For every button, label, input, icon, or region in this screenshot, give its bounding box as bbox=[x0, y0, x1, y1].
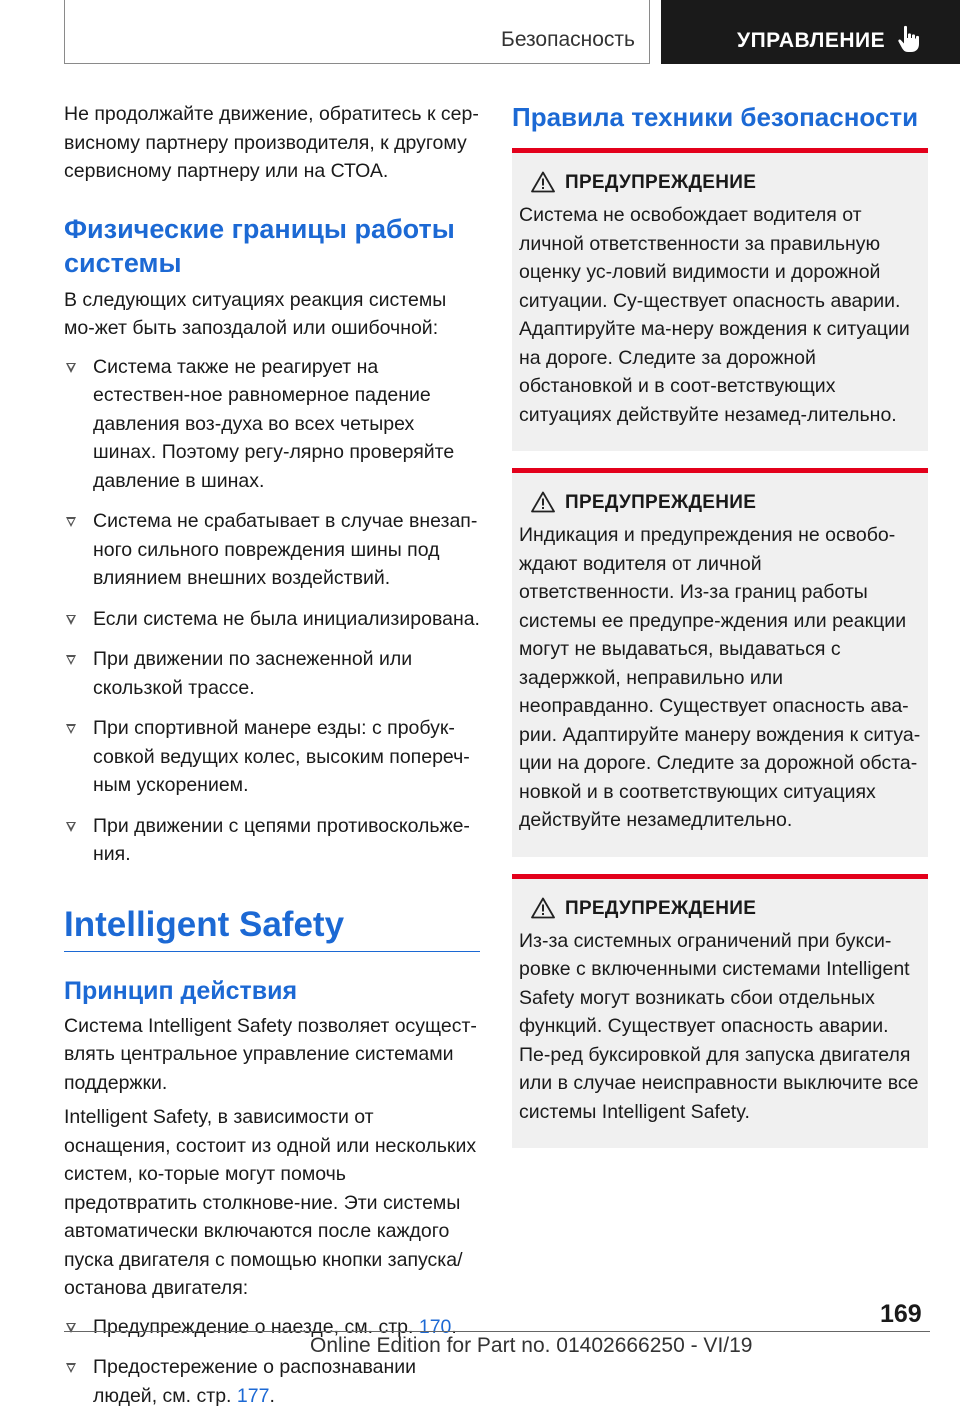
limits-list bbox=[64, 353, 480, 869]
chapter-tab bbox=[661, 0, 960, 64]
warning-triangle-icon bbox=[531, 897, 555, 919]
edition-text: Online Edition for Part no. 01402666250 - VI/19 bbox=[310, 1334, 752, 1358]
triangle-bullet-icon bbox=[66, 615, 76, 625]
list-item: Система не срабатывает в случае внезап-ного сильного повреждения шины под влиянием внешних воздействий. bbox=[64, 507, 480, 593]
page-link[interactable]: 170 bbox=[419, 1316, 452, 1338]
warning-triangle-icon bbox=[531, 171, 555, 193]
footer-rule bbox=[64, 1331, 930, 1332]
warning-title: ПРЕДУПРЕЖДЕНИЕ bbox=[565, 492, 756, 514]
warning-box bbox=[512, 468, 928, 857]
limits-heading: Физические границы работы системы bbox=[64, 212, 480, 280]
list-item: При спортивной манере езды: с пробук-совкой ведущих колес, высоким попереч-ным ускорением. bbox=[64, 714, 480, 800]
triangle-bullet-icon bbox=[66, 655, 76, 665]
hand-pointer-icon bbox=[895, 24, 925, 54]
list-item: Если система не была инициализирована. bbox=[64, 605, 480, 634]
triangle-bullet-icon bbox=[66, 822, 76, 832]
principle-paragraph-2: Intelligent Safety, в зависимости от оснащения, состоит из одной или нескольких систем, ко-торые могут помочь предотвратить столкнове-ние. Эти системы автоматически включаются после каждого пуска двигателя с помощью кнопки запуска/останова двигателя: bbox=[64, 1103, 480, 1303]
principle-heading: Принцип действия bbox=[64, 974, 480, 1008]
section-tab bbox=[64, 0, 650, 64]
page-number: 169 bbox=[880, 1300, 922, 1329]
triangle-bullet-icon bbox=[66, 363, 76, 373]
section-title: Intelligent Safety bbox=[64, 903, 480, 947]
warning-box bbox=[512, 148, 928, 451]
warning-triangle-icon bbox=[531, 491, 555, 513]
chapter-label: УПРАВЛЕНИЕ bbox=[737, 29, 885, 53]
triangle-bullet-icon bbox=[66, 517, 76, 527]
list-item: Предостережение о распознавании людей, см. стр. 177. bbox=[64, 1353, 480, 1410]
warning-title: ПРЕДУПРЕЖДЕНИЕ bbox=[565, 898, 756, 920]
right-column bbox=[512, 100, 928, 1148]
section-label: Безопасность bbox=[501, 28, 635, 52]
list-item: При движении с цепями противоскольже-ния. bbox=[64, 812, 480, 869]
list-item: При движении по заснеженной или скользкой трассе. bbox=[64, 645, 480, 702]
reference-list bbox=[64, 1313, 480, 1410]
warning-text: Индикация и предупреждения не освобо-ждают водителя от личной ответственности. Из-за границ работы системы ее предупре-ждения или реакции могут не выдаваться, выдаваться с задержкой, неправильно или неоправданно. Существует опасность ава-рии. Адаптируйте манеру вождения к ситуа-ции на дороге. Следите за дорожной обста-новкой и в соответствующих ситуациях действуйте незамедлительно. bbox=[519, 521, 921, 835]
warning-text: Система не освобождает водителя от личной ответственности за правильную оценку ус-ловий видимости и дорожной ситуации. Су-ществует опасность аварии. Адаптируйте ма-неру вождения к ситуации на дороге. Следите за дорожной обстановкой и в соот-ветствующих ситуациях действуйте незамед-лительно. bbox=[519, 201, 921, 429]
left-column bbox=[64, 100, 480, 1410]
page-link[interactable]: 177 bbox=[237, 1385, 270, 1407]
section-rule bbox=[64, 951, 480, 952]
list-item: Предупреждение о наезде, см. стр. 170. bbox=[64, 1313, 480, 1342]
intro-paragraph: Не продолжайте движение, обратитесь к сер-висному партнеру производителя, к другому сервисному партнеру или на СТОА. bbox=[64, 100, 480, 186]
principle-paragraph-1: Система Intelligent Safety позволяет осущест-влять центральное управление системами поддержки. bbox=[64, 1012, 480, 1098]
list-item: Система также не реагирует на естествен-ное равномерное падение давления воз-духа во всех четырех шинах. Поэтому регу-лярно проверяйте давление в шинах. bbox=[64, 353, 480, 496]
triangle-bullet-icon bbox=[66, 1363, 76, 1373]
warning-text: Из-за системных ограничений при букси-ровке с включенными системами Intelligent Safety могут возникать сбои отдельных функций. Существует опасность аварии. Пе-ред буксировкой для запуска двигателя или в случае неисправности выключите все системы Intelligent Safety. bbox=[519, 927, 921, 1127]
rules-heading: Правила техники безопасности bbox=[512, 100, 928, 134]
warning-title: ПРЕДУПРЕЖДЕНИЕ bbox=[565, 172, 756, 194]
warning-box bbox=[512, 874, 928, 1149]
triangle-bullet-icon bbox=[66, 724, 76, 734]
limits-paragraph: В следующих ситуациях реакция системы мо-жет быть запоздалой или ошибочной: bbox=[64, 286, 480, 343]
